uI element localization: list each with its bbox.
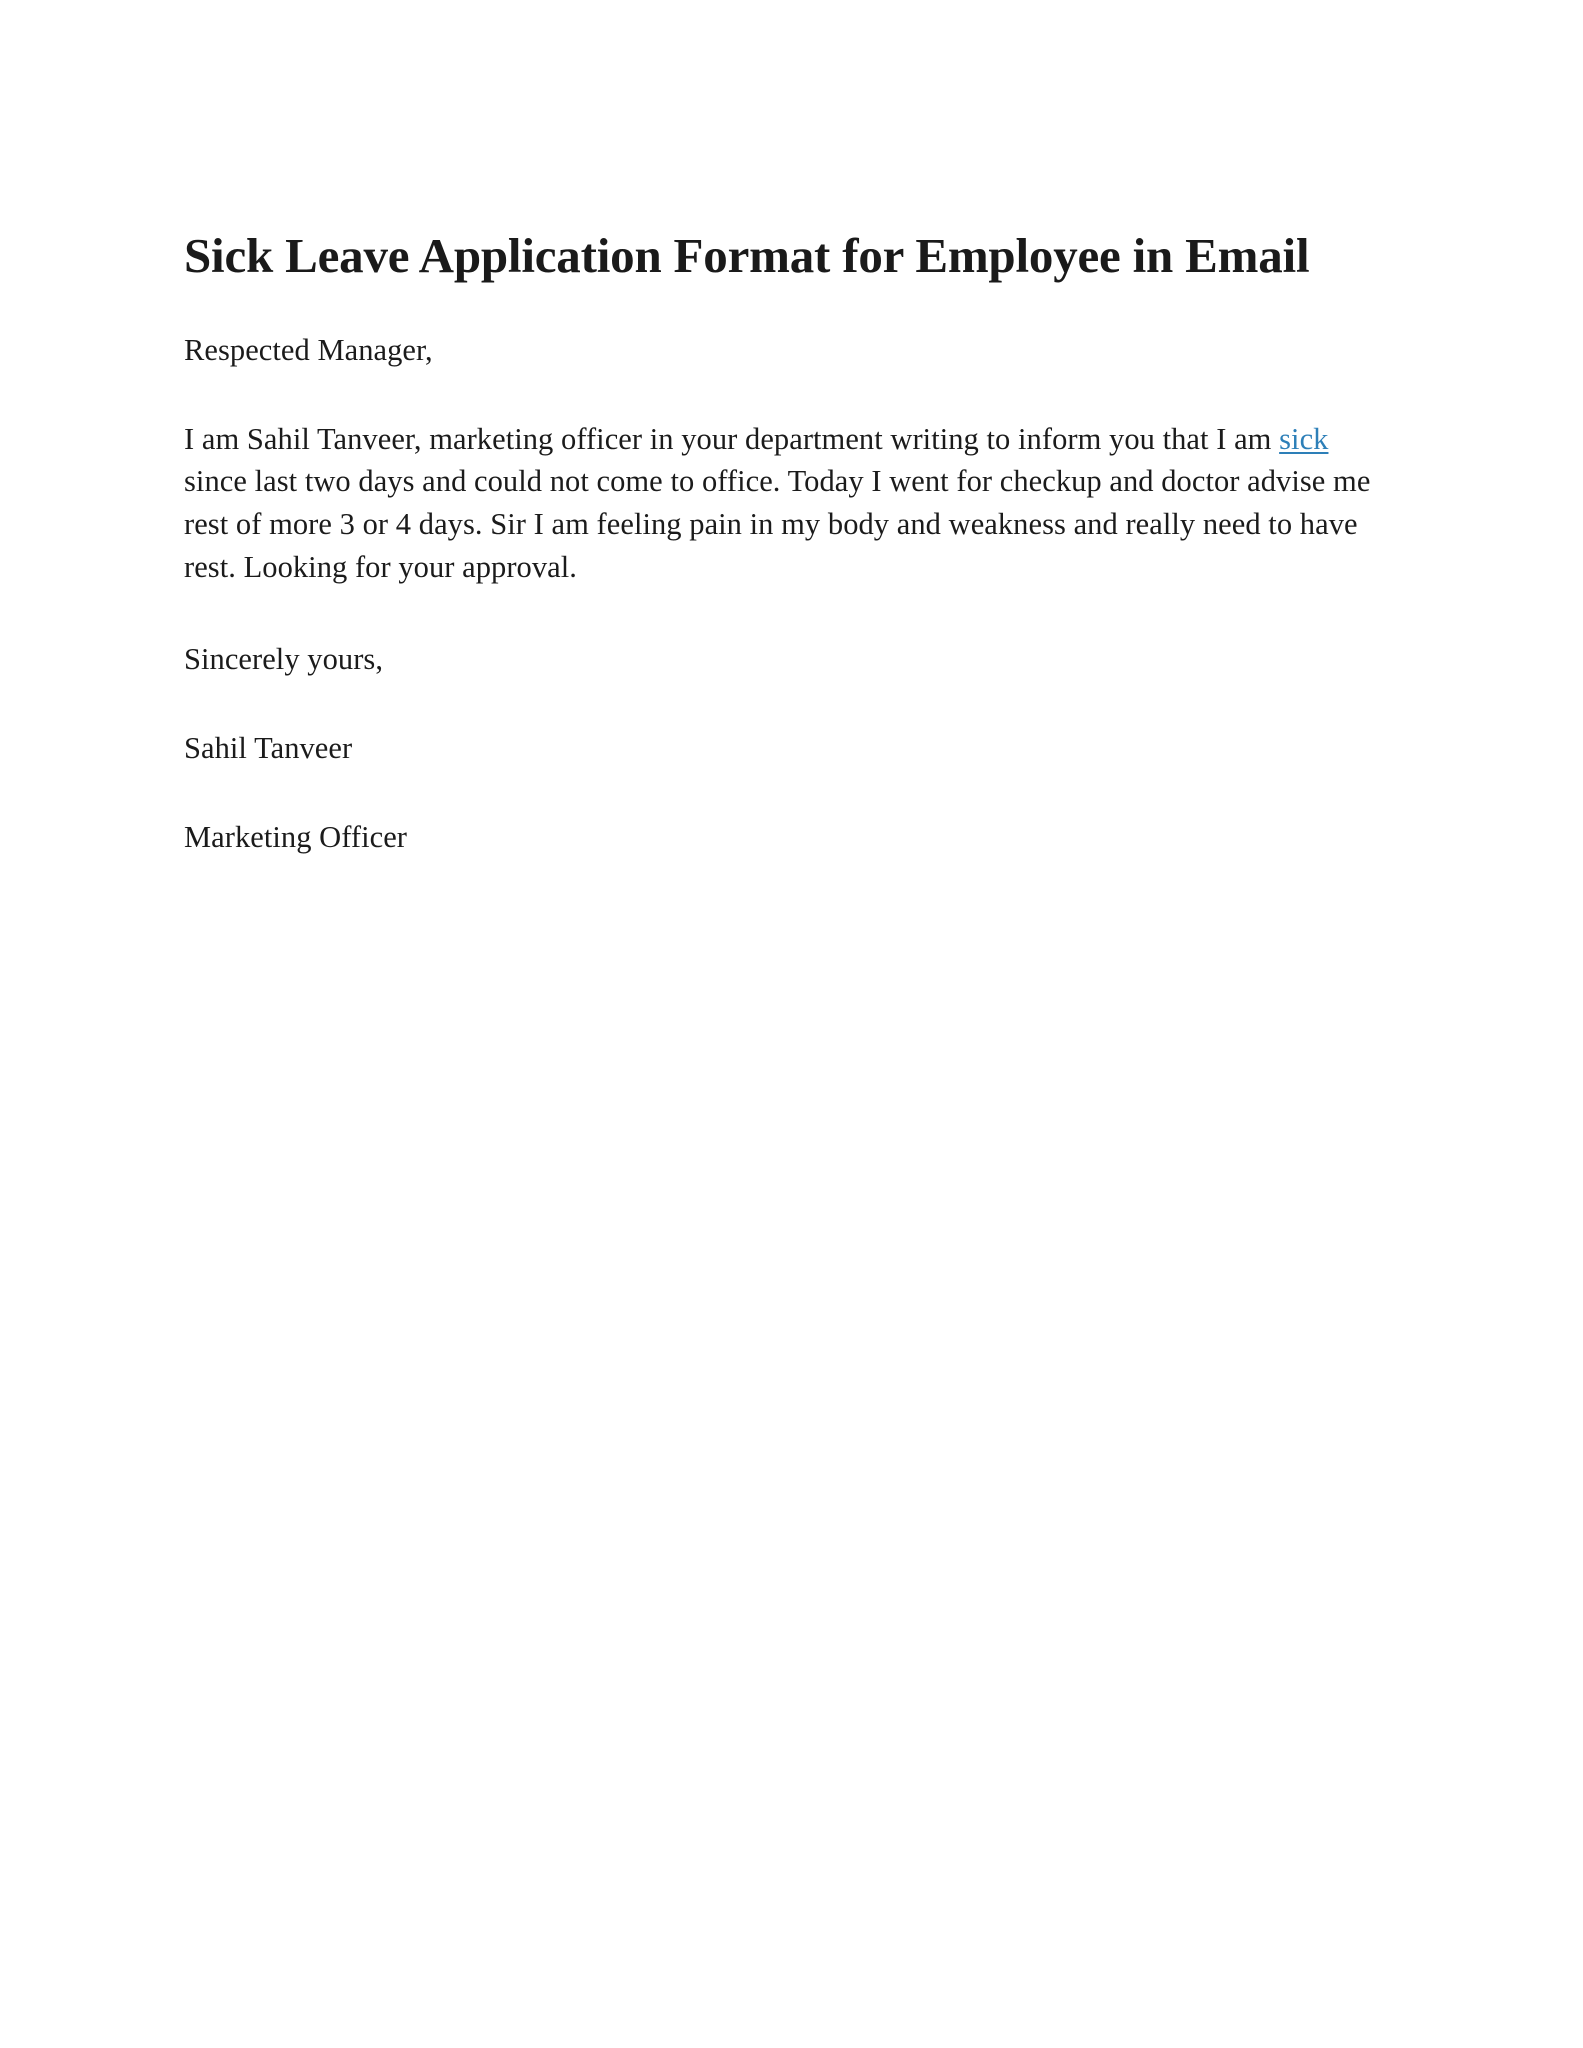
- signature-title: Marketing Officer: [184, 819, 408, 854]
- page-title: Sick Leave Application Format for Employee in Email: [184, 228, 1310, 283]
- body-text-before-link: I am Sahil Tanveer, marketing officer in your department writing to inform you that I am: [184, 421, 1280, 456]
- document-content: [184, 228, 1399, 904]
- closing-line: Sincerely yours,: [184, 642, 384, 677]
- sick-link[interactable]: sick: [1279, 421, 1329, 456]
- salutation-line: Respected Manager,: [184, 332, 433, 367]
- body-text-after-link: since last two days and could not come to office. Today I went for checkup and doctor advise me rest of more 3 or 4 days. Sir I am feeling pain in my body and weakness and really need to have rest. Looking for your approval.: [184, 464, 1371, 584]
- signature-name: Sahil Tanveer: [184, 730, 353, 765]
- letter-body-paragraph: [184, 418, 1374, 589]
